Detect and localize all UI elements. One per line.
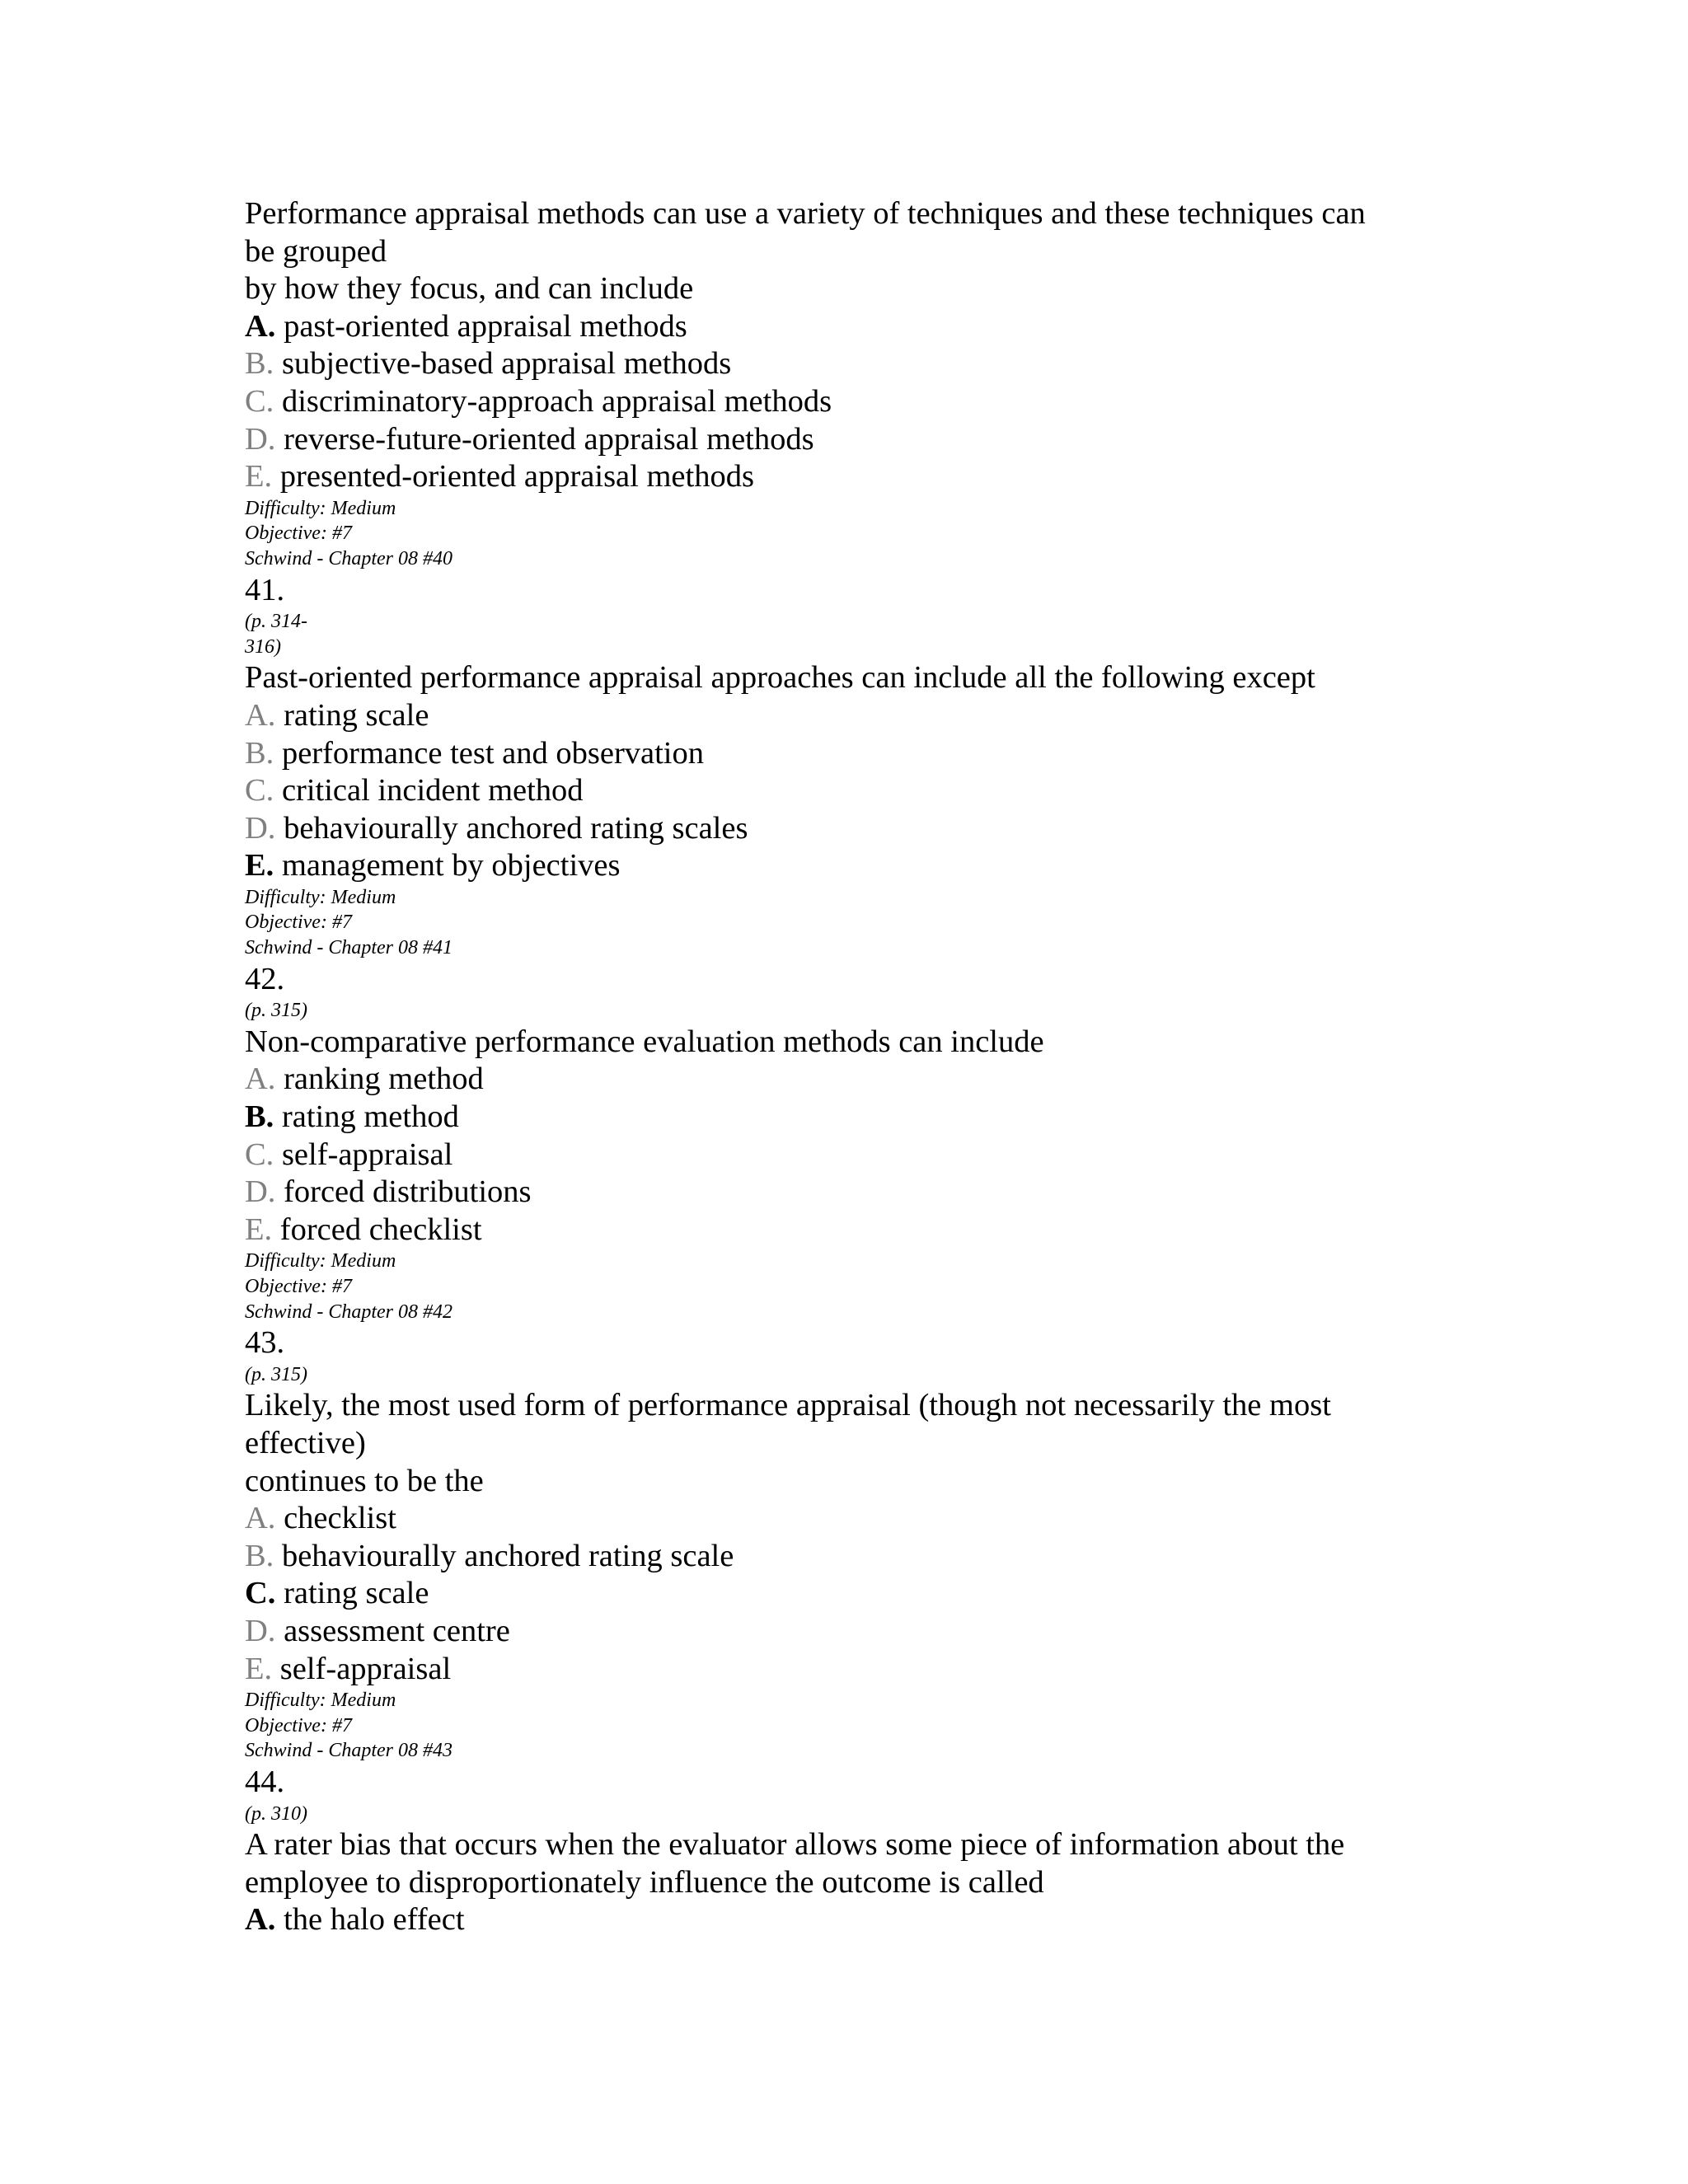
option-letter: C. — [245, 1137, 274, 1172]
option-text: management by objectives — [281, 848, 621, 883]
option-letter: E. — [245, 1212, 273, 1247]
question-metadata: Schwind - Chapter 08 #42 — [245, 1301, 452, 1323]
question-stem: Performance appraisal methods can use a variety of techniques and these techniques can — [245, 196, 1366, 231]
answer-option — [245, 421, 1448, 459]
answer-option-correct — [245, 1575, 1448, 1613]
question-metadata: Schwind - Chapter 08 #40 — [245, 547, 452, 569]
option-letter: D. — [245, 1613, 276, 1648]
option-letter: C. — [245, 1576, 276, 1611]
page-reference: (p. 315) — [245, 1000, 307, 1022]
option-text: discriminatory-approach appraisal methods — [281, 383, 832, 419]
question-stem: Likely, the most used form of performance appraisal (though not necessarily the most — [245, 1388, 1331, 1423]
option-letter: E. — [245, 1651, 273, 1686]
question-metadata: Objective: #7 — [245, 1714, 352, 1736]
page-reference: (p. 314- — [245, 611, 307, 633]
question-metadata: Difficulty: Medium — [245, 497, 396, 519]
option-text: behaviourally anchored rating scales — [284, 810, 748, 846]
question-stem: Non-comparative performance evaluation methods can include — [245, 1024, 1044, 1059]
option-letter: A. — [245, 697, 276, 733]
question-metadata: Objective: #7 — [245, 523, 352, 545]
question-block — [245, 1764, 1448, 1939]
option-text: self-appraisal — [281, 1137, 453, 1172]
question-stem: continues to be the — [245, 1463, 484, 1498]
answer-option — [245, 458, 1448, 496]
question-stem: by how they focus, and can include — [245, 271, 694, 307]
option-text: critical incident method — [281, 773, 584, 808]
question-stem: A rater bias that occurs when the evaluator allows some piece of information about the — [245, 1827, 1345, 1863]
option-letter: B. — [245, 1099, 274, 1135]
option-letter: A. — [245, 1501, 276, 1536]
question-metadata: Schwind - Chapter 08 #41 — [245, 937, 452, 959]
question-block — [245, 195, 1448, 572]
page-reference: (p. 310) — [245, 1802, 307, 1825]
option-letter: D. — [245, 421, 276, 457]
option-letter: B. — [245, 346, 274, 382]
option-letter: C. — [245, 773, 274, 808]
option-letter: E. — [245, 459, 273, 494]
option-text: behaviourally anchored rating scale — [281, 1538, 734, 1573]
option-text: rating method — [281, 1099, 459, 1135]
question-metadata: Difficulty: Medium — [245, 886, 396, 908]
question-number: 41. — [245, 572, 285, 607]
answer-option — [245, 735, 1448, 773]
option-letter: C. — [245, 383, 274, 419]
option-letter: A. — [245, 1902, 276, 1938]
answer-option — [245, 810, 1448, 848]
option-text: assessment centre — [284, 1613, 510, 1648]
answer-option — [245, 1651, 1448, 1689]
question-stem: employee to disproportionately influence the outcome is called — [245, 1864, 1044, 1900]
question-block — [245, 961, 1448, 1325]
answer-option — [245, 772, 1448, 810]
question-metadata: Objective: #7 — [245, 912, 352, 934]
question-stem: effective) — [245, 1425, 366, 1460]
answer-option — [245, 1137, 1448, 1174]
page-reference: (p. 315) — [245, 1363, 307, 1385]
question-metadata: Schwind - Chapter 08 #43 — [245, 1740, 452, 1762]
option-letter: D. — [245, 1174, 276, 1210]
option-text: subjective-based appraisal methods — [281, 346, 732, 382]
option-letter: A. — [245, 308, 276, 344]
option-letter: D. — [245, 810, 276, 846]
answer-option — [245, 345, 1448, 383]
answer-option-correct — [245, 1901, 1448, 1939]
option-text: checklist — [284, 1501, 396, 1536]
answer-option — [245, 1538, 1448, 1576]
option-letter: B. — [245, 735, 274, 771]
option-text: forced checklist — [279, 1212, 482, 1247]
option-text: presented-oriented appraisal methods — [279, 459, 754, 494]
answer-option — [245, 697, 1448, 735]
option-text: reverse-future-oriented appraisal methods — [284, 421, 814, 457]
question-block — [245, 572, 1448, 961]
question-metadata: Difficulty: Medium — [245, 1690, 396, 1712]
answer-option — [245, 1174, 1448, 1212]
option-letter: E. — [245, 848, 274, 883]
question-number: 42. — [245, 961, 285, 996]
answer-option — [245, 1061, 1448, 1099]
answer-option-correct — [245, 1099, 1448, 1137]
question-metadata: Objective: #7 — [245, 1276, 352, 1297]
document-page — [245, 195, 1448, 1939]
question-number: 44. — [245, 1764, 285, 1799]
page-reference: 316) — [245, 635, 281, 658]
question-number: 43. — [245, 1325, 285, 1361]
answer-option — [245, 383, 1448, 421]
option-letter: B. — [245, 1538, 274, 1573]
answer-option — [245, 1212, 1448, 1249]
option-text: rating scale — [284, 697, 429, 733]
option-text: performance test and observation — [281, 735, 704, 771]
answer-option-correct — [245, 308, 1448, 346]
answer-option — [245, 1613, 1448, 1651]
question-block — [245, 1324, 1448, 1764]
option-text: forced distributions — [284, 1174, 532, 1210]
question-metadata: Difficulty: Medium — [245, 1250, 396, 1272]
answer-option — [245, 1500, 1448, 1538]
question-stem: Past-oriented performance appraisal approaches can include all the following except — [245, 660, 1315, 696]
option-text: self-appraisal — [279, 1651, 452, 1686]
option-text: ranking method — [284, 1062, 484, 1097]
answer-option-correct — [245, 847, 1448, 885]
question-stem: be grouped — [245, 233, 387, 269]
option-text: the halo effect — [284, 1902, 465, 1938]
option-text: past-oriented appraisal methods — [284, 308, 687, 344]
option-letter: A. — [245, 1062, 276, 1097]
option-text: rating scale — [284, 1576, 429, 1611]
